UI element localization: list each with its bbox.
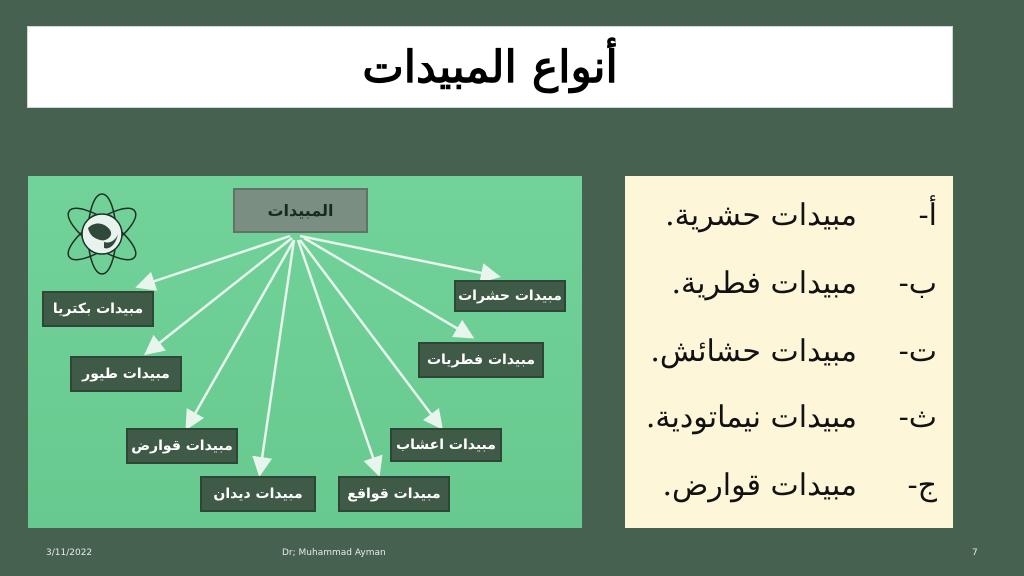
pesticides-diagram [28,176,582,528]
slide-title: أنواع المبيدات [362,41,618,93]
list-item [625,324,937,378]
list-item [625,256,937,310]
arrow-bacteria [140,236,290,286]
list-item-letter: ب- [898,265,937,301]
footer-date: 3/11/2022 [46,548,93,558]
arrow-birds [148,238,292,352]
list-item-text: مبيدات حشائش. [650,333,857,369]
list-item-letter: أ- [918,197,937,233]
title-box [27,26,953,108]
list-item-text: مبيدات حشرية. [665,197,857,233]
list-item [625,390,937,444]
page-number: 7 [972,548,978,558]
node-weeds: مبيدات اعشاب [390,428,502,462]
node-root: المبيدات [233,188,368,233]
list-item-text: مبيدات قوارض. [662,467,857,503]
node-fungi: مبيدات فطريات [418,342,544,378]
pesticide-types-list [625,176,953,528]
list-item-letter: ت- [898,333,937,369]
arrow-weeds [300,240,440,426]
list-item-letter: ج- [907,467,937,503]
arrow-rodents [188,240,294,426]
arrow-insects [300,236,496,276]
arrow-worms [260,240,294,472]
list-item [625,188,937,242]
node-snails: مبيدات قواقع [338,476,450,512]
node-insects: مبيدات حشرات [454,280,566,312]
list-item-text: مبيدات نيماتودية. [645,399,857,435]
node-worms: مبيدات ديدان [200,476,316,512]
node-rodents: مبيدات قوارض [126,428,238,464]
node-birds: مبيدات طيور [70,356,182,392]
list-item-letter: ث- [898,399,937,435]
footer-author: Dr; Muhammad Ayman [282,548,386,558]
list-item [625,458,937,512]
list-item-text: مبيدات فطرية. [671,265,857,301]
node-bacteria: مبيدات بكتريا [42,291,154,327]
globe-atom-icon [61,194,143,274]
